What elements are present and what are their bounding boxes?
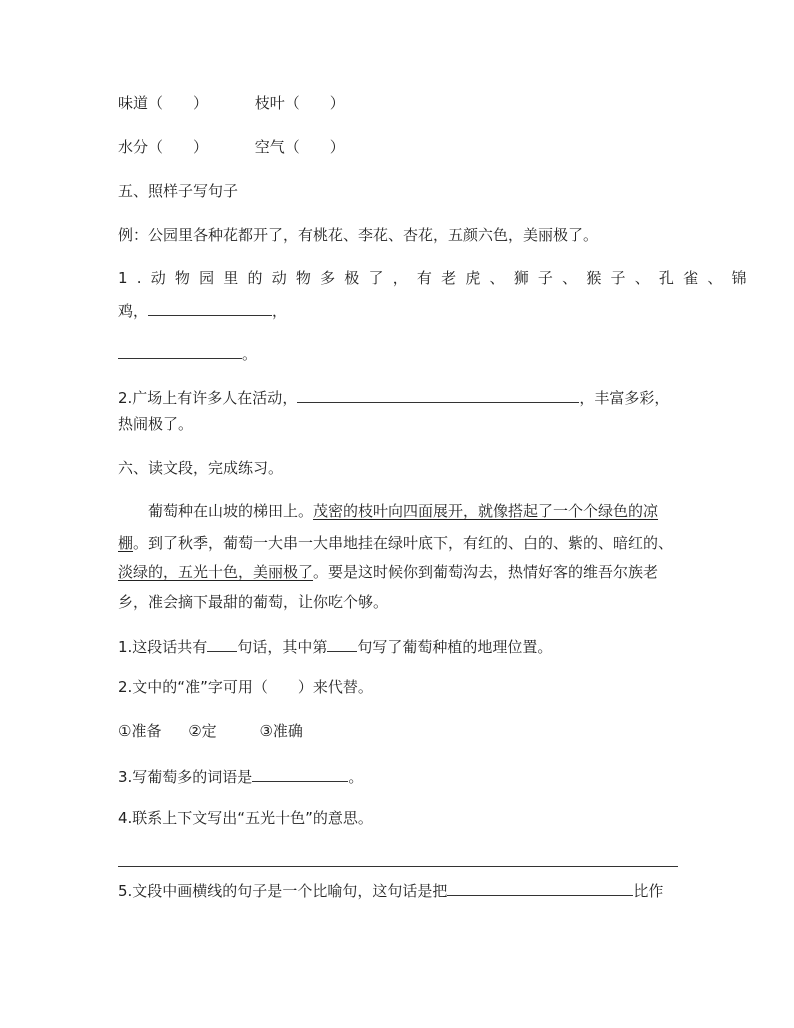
q6-1 (118, 635, 552, 657)
blank-row-2 (118, 137, 345, 157)
q5-2-line2: 热闹极了。 (118, 415, 194, 433)
section-six-title: 六、读文段，完成练习。 (118, 459, 284, 477)
passage-line-2 (118, 533, 673, 553)
item-water: 水分（ ） (118, 138, 209, 156)
q5-1-suffix: ， (272, 302, 288, 320)
answer-line[interactable] (118, 866, 678, 867)
answer-blank[interactable] (207, 635, 237, 652)
q6-1-b: 句话，其中第 (237, 638, 328, 656)
answer-blank[interactable] (148, 299, 272, 316)
passage-line-1 (148, 501, 658, 521)
q5-1-line2 (118, 299, 287, 321)
item-leaves: 枝叶（ ） (254, 94, 345, 112)
q6-3-a: 3.写葡萄多的词语是 (118, 768, 253, 786)
item-taste: 味道（ ） (118, 94, 209, 112)
option-1: ①准备 (118, 722, 162, 740)
example-sentence: 例：公园里各种花都开了，有桃花、李花、杏花，五颜六色，美丽极了。 (118, 226, 599, 244)
underlined-sentence: 棚 (118, 534, 134, 552)
section-five-title: 五、照样子写句子 (118, 182, 239, 200)
underlined-sentence: 淡绿的，五光十色，美丽极了 (118, 563, 314, 581)
underlined-sentence: 茂密的枝叶向四面展开，就像搭起了一个个绿色的凉 (313, 502, 659, 520)
answer-blank[interactable] (327, 635, 357, 652)
passage-text: 。到了秋季，葡萄一大串一大串地挂在绿叶底下，有红的、白的、紫的、暗红的、 (133, 534, 674, 552)
q5-2-prefix: 2.广场上有许多人在活动， (118, 389, 298, 407)
answer-blank[interactable] (118, 342, 242, 359)
q6-5 (118, 879, 663, 901)
answer-blank[interactable] (447, 879, 633, 896)
blank-row-1 (118, 93, 345, 113)
q6-5-a: 5.文段中画横线的句子是一个比喻句，这句话是把 (118, 882, 448, 900)
q5-1-prefix: 鸡， (118, 302, 149, 320)
q6-3-b: 。 (348, 768, 364, 786)
passage-line-4: 乡，准会摘下最甜的葡萄，让你吃个够。 (118, 593, 389, 611)
option-3: ③准确 (259, 722, 303, 740)
q6-2: 2.文中的“准”字可用（ ）来代替。 (118, 678, 373, 696)
item-air: 空气（ ） (254, 138, 345, 156)
passage-text: 。要是这时候你到葡萄沟去，热情好客的维吾尔族老 (313, 563, 659, 581)
q6-4: 4.联系上下文写出“五光十色”的意思。 (118, 809, 373, 827)
q5-1-line3 (118, 342, 257, 364)
q5-2-line1 (118, 386, 669, 408)
q6-5-b: 比作 (633, 882, 664, 900)
q5-1-end: 。 (242, 345, 258, 363)
answer-blank[interactable] (297, 386, 579, 403)
option-2: ②定 (188, 722, 217, 740)
passage-text: 葡萄种在山坡的梯田上。 (148, 502, 314, 520)
q5-2-suffix: ，丰富多彩， (579, 389, 670, 407)
q6-2-options (118, 721, 303, 741)
q5-1-line1: 1.动物园里的动物多极了，有老虎、狮子、猴子、孔雀、锦 (118, 269, 756, 287)
answer-blank[interactable] (252, 765, 348, 782)
q6-3 (118, 765, 363, 787)
q6-1-a: 1.这段话共有 (118, 638, 208, 656)
passage-line-3 (118, 562, 658, 582)
q6-1-c: 句写了葡萄种植的地理位置。 (357, 638, 553, 656)
